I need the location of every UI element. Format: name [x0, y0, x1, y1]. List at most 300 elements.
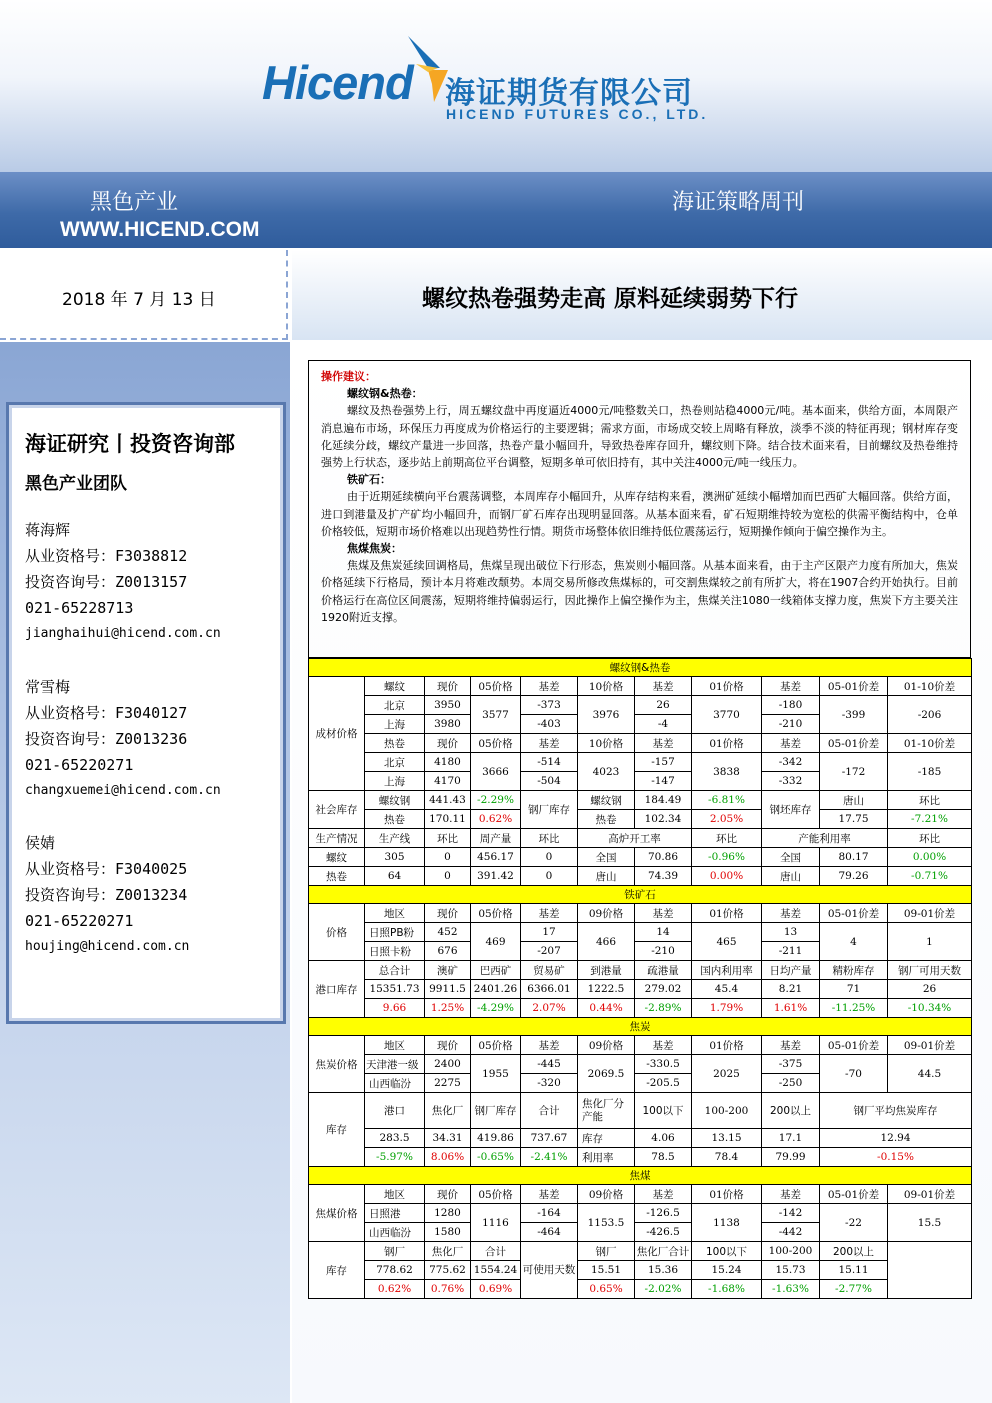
advice-heading: 操作建议： [321, 370, 376, 383]
table-cell: 焦化厂分产能 [578, 1093, 635, 1129]
table-cell: 可使用天数 [521, 1242, 578, 1299]
table-cell: 1153.5 [578, 1204, 635, 1242]
table-cell: 澳矿 [425, 961, 471, 980]
table-cell: -172 [820, 753, 888, 791]
table-cell: 螺纹 [309, 848, 365, 867]
table-row [309, 848, 972, 867]
table-cell: 10价格 [578, 734, 635, 753]
table-cell: 13.15 [692, 1129, 762, 1148]
table-cell: 地区 [365, 904, 425, 923]
table-cell: 737.67 [521, 1129, 578, 1148]
table-cell: 周产量 [471, 829, 521, 848]
table-row [309, 1242, 972, 1261]
table-cell: 螺纹 [365, 677, 425, 696]
table-cell: 09价格 [578, 1036, 635, 1055]
table-cell: 15351.73 [365, 980, 425, 999]
section-title: 螺纹钢&热卷 [309, 659, 972, 677]
consulting-number: 投资咨询号：Z0013234 [25, 886, 188, 904]
table-row [309, 1204, 972, 1223]
table-cell: 环比 [888, 791, 972, 810]
table-cell: -330.5 [635, 1055, 692, 1074]
table-cell: 现价 [425, 734, 471, 753]
table-cell: 3666 [471, 753, 521, 791]
table-cell: 05-01价差 [820, 1036, 888, 1055]
table-cell: 13 [762, 923, 820, 942]
table-cell: 05-01价差 [820, 1185, 888, 1204]
table-cell: 北京 [365, 753, 425, 772]
table-cell: -180 [762, 696, 820, 715]
section-header-row [309, 1167, 972, 1185]
table-cell: 1 [888, 923, 972, 961]
email-link[interactable]: changxuemei@hicend.com.cn [25, 783, 221, 798]
row-label: 焦炭价格 [309, 1036, 365, 1093]
table-cell: 01价格 [692, 1185, 762, 1204]
table-cell: 8.06% [425, 1148, 471, 1167]
table-cell: 465 [692, 923, 762, 961]
table-cell: 283.5 [365, 1129, 425, 1148]
table-cell: 现价 [425, 677, 471, 696]
table-cell: 基差 [635, 734, 692, 753]
table-cell: 34.31 [425, 1129, 471, 1148]
table-row [309, 1185, 972, 1204]
table-cell: 70.86 [635, 848, 692, 867]
phone-number: 021-65220271 [25, 912, 134, 930]
table-cell: -2.77% [820, 1280, 888, 1299]
table-cell: -1.63% [762, 1280, 820, 1299]
table-cell: 05价格 [471, 1036, 521, 1055]
table-cell: 184.49 [635, 791, 692, 810]
advice-subheading: 铁矿石： [347, 473, 391, 487]
table-cell: 热卷 [309, 867, 365, 886]
table-cell: -142 [762, 1204, 820, 1223]
table-cell: 05价格 [471, 1185, 521, 1204]
row-label: 库存 [309, 1093, 365, 1167]
table-cell: -342 [762, 753, 820, 772]
table-cell: 基差 [521, 1185, 578, 1204]
table-cell: 0.69% [471, 1280, 521, 1299]
analyst-name: 蒋海辉 [25, 521, 71, 539]
page-header [0, 0, 992, 172]
table-cell: 1.61% [762, 999, 820, 1018]
qualification-number: 从业资格号：F3040127 [25, 704, 188, 722]
table-cell: 05价格 [471, 677, 521, 696]
table-cell: 05-01价差 [820, 734, 888, 753]
table-cell: 100-200 [692, 1093, 762, 1129]
table-cell: 2.05% [692, 810, 762, 829]
table-cell: 钢厂 [578, 1242, 635, 1261]
table-cell: 2025 [692, 1055, 762, 1093]
sector-label: 黑色产业 [90, 190, 179, 215]
website-link[interactable]: WWW.HICEND.COM [60, 218, 260, 241]
table-cell: 3980 [425, 715, 471, 734]
row-label: 焦煤价格 [309, 1185, 365, 1242]
table-row [309, 1129, 972, 1148]
table-cell: 9.66 [365, 999, 425, 1018]
table-cell: 26 [888, 980, 972, 999]
table-cell: 唐山 [578, 867, 635, 886]
table-cell: 港口 [365, 1093, 425, 1129]
market-data-table [308, 658, 972, 1299]
table-cell: 2.07% [521, 999, 578, 1018]
table-cell: 15.36 [635, 1261, 692, 1280]
table-cell: 高炉开工率 [578, 829, 692, 848]
table-cell: -147 [635, 772, 692, 791]
table-row [309, 734, 972, 753]
table-row [309, 999, 972, 1018]
table-cell: 80.17 [820, 848, 888, 867]
table-row [309, 829, 972, 848]
table-cell: 合计 [471, 1242, 521, 1261]
table-cell: 4 [820, 923, 888, 961]
table-cell: 1.79% [692, 999, 762, 1018]
company-name-cn: 海证期货有限公司 [445, 76, 693, 111]
table-cell: -0.65% [471, 1148, 521, 1167]
table-cell: 09价格 [578, 904, 635, 923]
table-cell: 焦化厂合计 [635, 1242, 692, 1261]
table-cell: 巴西矿 [471, 961, 521, 980]
table-cell: -250 [762, 1074, 820, 1093]
table-cell: -442 [762, 1223, 820, 1242]
table-cell: 0.00% [692, 867, 762, 886]
table-cell: 0.44% [578, 999, 635, 1018]
table-cell: 基差 [762, 1185, 820, 1204]
table-cell: 国内利用率 [692, 961, 762, 980]
table-cell: 唐山 [820, 791, 888, 810]
table-cell: -2.29% [471, 791, 521, 810]
table-cell: -514 [521, 753, 578, 772]
table-row [309, 810, 972, 829]
table-cell: 05价格 [471, 904, 521, 923]
table-cell: 钢厂平均焦炭库存 [820, 1093, 972, 1129]
table-cell: 456.17 [471, 848, 521, 867]
table-cell: -7.21% [888, 810, 972, 829]
table-cell: -504 [521, 772, 578, 791]
table-cell: -1.68% [692, 1280, 762, 1299]
table-cell: 466 [578, 923, 635, 961]
table-cell: 2069.5 [578, 1055, 635, 1093]
table-cell: 279.02 [635, 980, 692, 999]
email-link[interactable]: houjing@hicend.com.cn [25, 939, 190, 954]
table-cell: -210 [635, 942, 692, 961]
table-cell: 3770 [692, 696, 762, 734]
table-cell: 0.76% [425, 1280, 471, 1299]
table-cell: 山西临汾 [365, 1074, 425, 1093]
table-cell: 78.5 [635, 1148, 692, 1167]
table-cell: 全国 [578, 848, 635, 867]
table-cell: -0.71% [888, 867, 972, 886]
table-cell: 现价 [425, 1036, 471, 1055]
analyst-name: 常雪梅 [25, 678, 71, 696]
table-cell: 4170 [425, 772, 471, 791]
report-title: 螺纹热卷强势走高 原料延续弱势下行 [422, 286, 799, 312]
email-link[interactable]: jianghaihui@hicend.com.cn [25, 626, 221, 641]
table-cell: 北京 [365, 696, 425, 715]
table-cell: 05价格 [471, 734, 521, 753]
table-row [309, 904, 972, 923]
table-cell: 17 [521, 923, 578, 942]
table-cell: 3838 [692, 753, 762, 791]
table-cell: 到港量 [578, 961, 635, 980]
table-cell: 79.26 [820, 867, 888, 886]
advice-subheading: 焦煤焦炭： [347, 542, 402, 556]
table-cell: 05-01价差 [820, 904, 888, 923]
table-row [309, 1036, 972, 1055]
table-cell: 44.5 [888, 1055, 972, 1093]
table-cell: 8.21 [762, 980, 820, 999]
table-row [309, 1148, 972, 1167]
advice-paragraph: 由于近期延续横向平台震荡调整，本周库存小幅回升，从库存结构来看，澳洲矿延续小幅增加而巴西矿大幅回落。供给方面，进口到港量及扩产矿均小幅回升，而钢厂矿石库存出现明显回落。从基本面来看，矿石短期维持较为宽松的供需平衡结构中，仓单价格较低，短期市场价格难以出现趋势性行情。期货市场整体依旧维持低位震荡运行，短期操作倾向于偏空操作为主。 [321, 490, 958, 538]
table-cell: 产能利用率 [762, 829, 888, 848]
table-cell: 基差 [635, 904, 692, 923]
table-cell: 环比 [692, 829, 762, 848]
table-cell: -464 [521, 1223, 578, 1242]
logo-wordmark: Hicend [262, 56, 413, 109]
table-cell: 170.11 [425, 810, 471, 829]
section-title: 铁矿石 [309, 886, 972, 904]
section-header-row [309, 1018, 972, 1036]
table-cell: -373 [521, 696, 578, 715]
table-cell: 3577 [471, 696, 521, 734]
analyst-card [25, 830, 189, 960]
analyst-name: 侯婧 [25, 834, 56, 852]
table-cell: 唐山 [762, 867, 820, 886]
table-cell: 环比 [888, 829, 972, 848]
table-cell: 基差 [762, 904, 820, 923]
section-title: 焦炭 [309, 1018, 972, 1036]
table-cell: 1280 [425, 1204, 471, 1223]
table-cell: 2275 [425, 1074, 471, 1093]
table-cell: 日照卡粉 [365, 942, 425, 961]
table-cell: 上海 [365, 715, 425, 734]
table-cell: -0.96% [692, 848, 762, 867]
table-cell: 09价格 [578, 1185, 635, 1204]
table-cell: 15.73 [762, 1261, 820, 1280]
table-cell: -5.97% [365, 1148, 425, 1167]
table-cell: 生产线 [365, 829, 425, 848]
table-cell: 01价格 [692, 904, 762, 923]
table-cell: 精粉库存 [820, 961, 888, 980]
table-row [309, 1261, 972, 1280]
table-cell: 01-10价差 [888, 677, 972, 696]
table-cell: 贸易矿 [521, 961, 578, 980]
table-cell: 15.11 [820, 1261, 888, 1280]
table-cell: 01-10价差 [888, 734, 972, 753]
row-label: 成材价格 [309, 677, 365, 791]
table-cell: -10.34% [888, 999, 972, 1018]
table-cell: 全国 [762, 848, 820, 867]
table-cell: 391.42 [471, 867, 521, 886]
table-cell: -4.29% [471, 999, 521, 1018]
table-cell: 热卷 [365, 810, 425, 829]
table-cell: 钢厂库存 [521, 791, 578, 829]
table-cell: 热卷 [578, 810, 635, 829]
row-label: 港口库存 [309, 961, 365, 1018]
advice-subheading: 螺纹钢&热卷： [347, 387, 423, 401]
table-cell: 45.4 [692, 980, 762, 999]
table-cell: 钢坯库存 [762, 791, 820, 829]
table-cell: 基差 [635, 1036, 692, 1055]
table-cell: 469 [471, 923, 521, 961]
team-name: 黑色产业团队 [25, 474, 127, 494]
table-cell: 0 [521, 848, 578, 867]
table-cell: 基差 [521, 734, 578, 753]
table-cell: -157 [635, 753, 692, 772]
table-cell: 4023 [578, 753, 635, 791]
table-cell: -207 [521, 942, 578, 961]
table-cell: 14 [635, 923, 692, 942]
section-title: 焦煤 [309, 1167, 972, 1185]
table-cell: 74.39 [635, 867, 692, 886]
row-label: 价格 [309, 904, 365, 961]
table-cell: 778.62 [365, 1261, 425, 1280]
table-cell: -70 [820, 1055, 888, 1093]
table-cell: 上海 [365, 772, 425, 791]
table-row [309, 961, 972, 980]
table-cell: 01价格 [692, 734, 762, 753]
table-cell: 天津港一级 [365, 1055, 425, 1074]
table-cell: -206 [888, 696, 972, 734]
table-row [309, 980, 972, 999]
table-cell: 地区 [365, 1036, 425, 1055]
table-cell: 焦化厂 [425, 1242, 471, 1261]
table-cell: 9911.5 [425, 980, 471, 999]
table-cell: -4 [635, 715, 692, 734]
table-cell: 1138 [692, 1204, 762, 1242]
table-cell: 200以上 [762, 1093, 820, 1129]
consulting-number: 投资咨询号：Z0013236 [25, 730, 188, 748]
table-cell: 4180 [425, 753, 471, 772]
table-cell: 基差 [521, 677, 578, 696]
table-cell: 10价格 [578, 677, 635, 696]
table-row [309, 677, 972, 696]
table-cell: 合计 [521, 1093, 578, 1129]
table-cell: -403 [521, 715, 578, 734]
table-cell: 0.62% [471, 810, 521, 829]
table-cell: 3976 [578, 696, 635, 734]
table-cell: 100以下 [692, 1242, 762, 1261]
table-cell: 775.62 [425, 1261, 471, 1280]
row-label: 库存 [309, 1242, 365, 1299]
table-cell: 15.51 [578, 1261, 635, 1280]
table-cell: 基差 [762, 1036, 820, 1055]
table-cell: 09-01价差 [888, 1036, 972, 1055]
table-cell: 基差 [521, 1036, 578, 1055]
table-cell: 现价 [425, 904, 471, 923]
table-cell: 钢厂 [365, 1242, 425, 1261]
table-cell: 钢厂可用天数 [888, 961, 972, 980]
table-cell: -320 [521, 1074, 578, 1093]
row-label: 社会库存 [309, 791, 365, 829]
table-cell: -399 [820, 696, 888, 734]
table-cell: -211 [762, 942, 820, 961]
company-name-en: HICEND FUTURES CO., LTD. [446, 106, 709, 122]
table-cell: 441.43 [425, 791, 471, 810]
phone-number: 021-65220271 [25, 756, 134, 774]
table-cell: 0 [425, 867, 471, 886]
table-cell: 山西临汾 [365, 1223, 425, 1242]
consulting-number: 投资咨询号：Z0013157 [25, 573, 188, 591]
qualification-number: 从业资格号：F3038812 [25, 547, 188, 565]
table-cell: 0.62% [365, 1280, 425, 1299]
table-cell: 0.65% [578, 1280, 635, 1299]
table-cell: 305 [365, 848, 425, 867]
table-cell: 17.1 [762, 1129, 820, 1148]
table-cell: -445 [521, 1055, 578, 1074]
table-row [309, 867, 972, 886]
table-cell: 钢厂库存 [471, 1093, 521, 1129]
table-cell: 现价 [425, 1185, 471, 1204]
table-cell: 热卷 [365, 734, 425, 753]
table-cell: 419.86 [471, 1129, 521, 1148]
table-cell: -0.15% [820, 1148, 972, 1167]
analyst-card [25, 517, 221, 647]
empty-cell [888, 1242, 972, 1299]
table-cell: -2.89% [635, 999, 692, 1018]
table-cell: -2.02% [635, 1280, 692, 1299]
table-cell: 78.4 [692, 1148, 762, 1167]
table-cell: 0 [425, 848, 471, 867]
table-cell: 生产情况 [309, 829, 365, 848]
table-cell: 2401.26 [471, 980, 521, 999]
table-cell: 环比 [425, 829, 471, 848]
table-cell: 79.99 [762, 1148, 820, 1167]
table-cell: 1222.5 [578, 980, 635, 999]
table-row [309, 791, 972, 810]
table-cell: -164 [521, 1204, 578, 1223]
table-cell: 0 [521, 867, 578, 886]
table-cell: 疏港量 [635, 961, 692, 980]
table-cell: 1116 [471, 1204, 521, 1242]
table-cell: 05-01价差 [820, 677, 888, 696]
table-cell: 09-01价差 [888, 904, 972, 923]
table-cell: 1.25% [425, 999, 471, 1018]
table-cell: 基差 [635, 1185, 692, 1204]
table-cell: 0.00% [888, 848, 972, 867]
series-label: 海证策略周刊 [672, 190, 805, 215]
table-cell: 26 [635, 696, 692, 715]
table-cell: 螺纹钢 [365, 791, 425, 810]
table-cell: -375 [762, 1055, 820, 1074]
table-cell: -2.41% [521, 1148, 578, 1167]
table-cell: 6366.01 [521, 980, 578, 999]
table-cell: 1955 [471, 1055, 521, 1093]
advice-box [308, 360, 971, 658]
table-cell: 17.75 [820, 810, 888, 829]
advice-paragraph: 焦煤及焦炭延续回调格局，焦煤呈现出破位下行形态，焦炭则小幅回落。从基本面来看，由于主产区限产力度有所加大，焦炭价格延续下行格局，预计本月将难改颓势。本周交易所修改焦煤标的，可交割焦煤较之前有所扩大，将在1907合约开始执行。目前价格运行在高位区间震荡，短期将维持偏弱运行，因此操作上偏空操作为主，焦煤关注1080一线箱体支撑力度，焦炭下方主要关注1920附近支撑。 [321, 559, 958, 624]
dept-name: 海证研究丨投资咨询部 [25, 432, 235, 456]
table-row [309, 1093, 972, 1129]
table-cell: 螺纹钢 [578, 791, 635, 810]
table-cell: 01价格 [692, 1036, 762, 1055]
table-cell: 4.06 [635, 1129, 692, 1148]
table-cell: 64 [365, 867, 425, 886]
table-cell: -22 [820, 1204, 888, 1242]
table-cell: 452 [425, 923, 471, 942]
table-cell: 01价格 [692, 677, 762, 696]
table-cell: 基差 [521, 904, 578, 923]
table-cell: 200以上 [820, 1242, 888, 1261]
report-date: 2018 年 7 月 13 日 [62, 290, 216, 310]
table-cell: -205.5 [635, 1074, 692, 1093]
table-cell: 总合计 [365, 961, 425, 980]
table-cell: 日照港 [365, 1204, 425, 1223]
table-cell: -210 [762, 715, 820, 734]
section-header-row [309, 659, 972, 677]
table-cell: -426.5 [635, 1223, 692, 1242]
table-row [309, 1055, 972, 1074]
table-cell: 地区 [365, 1185, 425, 1204]
advice-paragraph: 螺纹及热卷强势上行，周五螺纹盘中再度逼近4000元/吨整数关口，热卷则站稳4000元/吨。基本面来，供给方面，本周限产消息遍布市场，环保压力再度成为价格运行的主要逻辑；需求方面，市场成交较上周略有释放，淡季不淡的特征再现；钢材库存变化延续分歧，螺纹产量进一步回落，热卷产量小幅回升，导致热卷库存回升，螺纹则下降。结合技术面来看，目前螺纹及热卷维持强势上行状态，逐步站上前期高位平台调整，短期多单可依旧持有，其中关注4000元/吨一线压力。 [321, 404, 958, 470]
